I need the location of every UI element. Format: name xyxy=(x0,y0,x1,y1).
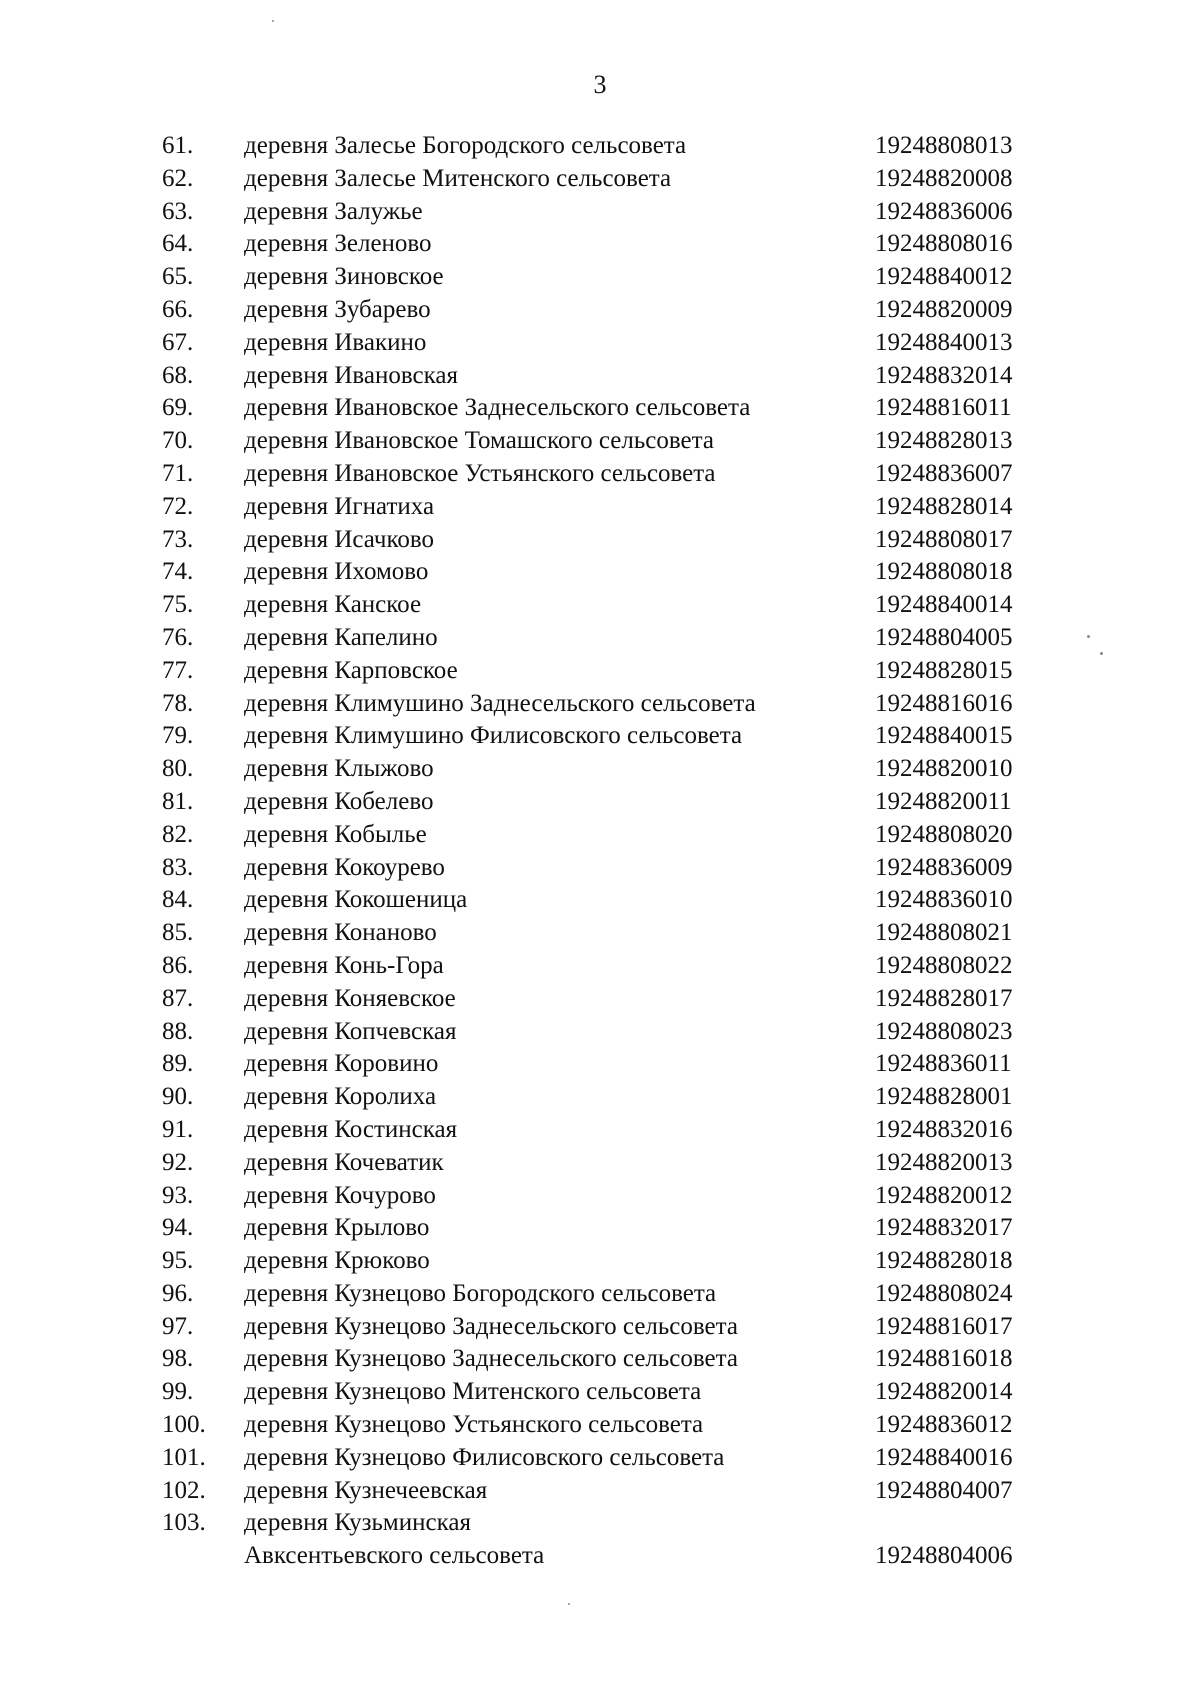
settlement-name-line: деревня Кочурово xyxy=(244,1181,436,1209)
settlement-name-line: деревня Кочеватик xyxy=(244,1148,444,1176)
settlement-name-line: Авксентьевского сельсовета xyxy=(244,1542,545,1570)
settlement-name xyxy=(244,1409,864,1442)
oktmo-code: 19248808020 xyxy=(875,820,1013,848)
settlement-name-line: деревня Зубарево xyxy=(244,295,431,323)
scan-speck xyxy=(1087,635,1090,638)
settlement-name xyxy=(244,1343,864,1376)
row-number: 86. xyxy=(162,951,194,979)
row-number: 83. xyxy=(162,853,194,881)
row-number: 74. xyxy=(162,558,194,586)
list-row xyxy=(0,1507,1200,1573)
oktmo-code: 19248808023 xyxy=(875,1017,1013,1045)
settlement-name-line: деревня Клыжово xyxy=(244,755,434,783)
oktmo-code: 19248820014 xyxy=(875,1378,1013,1406)
settlement-name xyxy=(244,1114,864,1147)
row-number: 94. xyxy=(162,1214,194,1242)
row-number: 97. xyxy=(162,1312,194,1340)
oktmo-code: 19248836009 xyxy=(875,853,1013,881)
list-row xyxy=(0,917,1200,950)
settlement-name xyxy=(244,163,864,196)
list-row xyxy=(0,261,1200,294)
settlement-name xyxy=(244,1048,864,1081)
settlement-name xyxy=(244,1311,864,1344)
settlement-name-line: деревня Ивановское Томашского сельсовета xyxy=(244,427,714,455)
oktmo-code: 19248820010 xyxy=(875,755,1013,783)
row-number: 92. xyxy=(162,1148,194,1176)
row-number: 81. xyxy=(162,787,194,815)
settlement-name-line: деревня Климушино Филисовского сельсовета xyxy=(244,722,743,750)
settlement-name-line: деревня Коровино xyxy=(244,1050,439,1078)
list-row xyxy=(0,819,1200,852)
settlement-name-line: деревня Капелино xyxy=(244,623,438,651)
oktmo-code: 19248836007 xyxy=(875,459,1013,487)
list-row xyxy=(0,458,1200,491)
list-row xyxy=(0,1147,1200,1180)
row-number: 79. xyxy=(162,722,194,750)
list-row xyxy=(0,1442,1200,1475)
settlement-name xyxy=(244,1442,864,1475)
list-row xyxy=(0,425,1200,458)
settlement-name xyxy=(244,425,864,458)
oktmo-code: 19248840012 xyxy=(875,263,1013,291)
scan-speck xyxy=(1100,652,1103,655)
settlement-name-line: деревня Кузнецово Устьянского сельсовета xyxy=(244,1411,704,1439)
settlement-name-line: деревня Конаново xyxy=(244,919,437,947)
settlement-name-line: деревня Кузнечеевская xyxy=(244,1476,488,1504)
list-row xyxy=(0,196,1200,229)
row-number: 95. xyxy=(162,1247,194,1275)
row-number: 72. xyxy=(162,492,194,520)
settlement-name-line: деревня Ивакино xyxy=(244,328,427,356)
oktmo-code: 19248808016 xyxy=(875,230,1013,258)
scan-speck xyxy=(568,1603,570,1605)
row-number: 61. xyxy=(162,132,194,159)
list-row xyxy=(0,589,1200,622)
settlement-name xyxy=(244,524,864,557)
oktmo-code: 19248816017 xyxy=(875,1312,1013,1340)
oktmo-code: 19248804006 xyxy=(875,1542,1013,1570)
settlement-name-line: деревня Конь-Гора xyxy=(244,951,444,979)
settlement-name-line: деревня Коняевское xyxy=(244,984,456,1012)
scan-speck xyxy=(272,20,274,22)
settlement-name xyxy=(244,261,864,294)
settlement-name-line: деревня Канское xyxy=(244,591,422,619)
settlement-name xyxy=(244,1376,864,1409)
row-number: 63. xyxy=(162,197,194,225)
settlement-name xyxy=(244,491,864,524)
settlement-name-line: деревня Игнатиха xyxy=(244,492,435,520)
oktmo-code: 19248828001 xyxy=(875,1083,1013,1111)
row-number: 62. xyxy=(162,164,194,192)
settlement-name xyxy=(244,1475,864,1508)
settlement-name-line: деревня Ивановское Устьянского сельсовета xyxy=(244,459,716,487)
list-row xyxy=(0,327,1200,360)
row-number: 91. xyxy=(162,1115,194,1143)
row-number: 103. xyxy=(162,1509,206,1537)
row-number: 100. xyxy=(162,1411,206,1439)
settlement-name xyxy=(244,852,864,885)
row-number: 80. xyxy=(162,755,194,783)
settlement-name xyxy=(244,130,864,163)
settlement-name-line: деревня Зиновское xyxy=(244,263,444,291)
settlement-name xyxy=(244,753,864,786)
oktmo-code: 19248816018 xyxy=(875,1345,1013,1373)
list-row xyxy=(0,688,1200,721)
oktmo-code: 19248832016 xyxy=(875,1115,1013,1143)
row-number: 65. xyxy=(162,263,194,291)
settlement-name xyxy=(244,1507,864,1573)
oktmo-code: 19248804005 xyxy=(875,623,1013,651)
oktmo-code: 19248804007 xyxy=(875,1476,1013,1504)
settlement-name-line: деревня Крюково xyxy=(244,1247,430,1275)
list-row xyxy=(0,1114,1200,1147)
oktmo-code: 19248828013 xyxy=(875,427,1013,455)
row-number: 84. xyxy=(162,886,194,914)
list-row xyxy=(0,1212,1200,1245)
settlement-name-line: деревня Кокошеница xyxy=(244,886,468,914)
settlement-name xyxy=(244,786,864,819)
list-row xyxy=(0,1245,1200,1278)
settlement-name xyxy=(244,688,864,721)
settlement-name xyxy=(244,196,864,229)
list-row xyxy=(0,130,1200,163)
row-number: 87. xyxy=(162,984,194,1012)
row-number: 98. xyxy=(162,1345,194,1373)
list-row xyxy=(0,1081,1200,1114)
settlement-name xyxy=(244,983,864,1016)
row-number: 90. xyxy=(162,1083,194,1111)
oktmo-code: 19248820011 xyxy=(875,787,1012,815)
list-row xyxy=(0,1409,1200,1442)
list-row xyxy=(0,392,1200,425)
settlement-name xyxy=(244,950,864,983)
row-number: 85. xyxy=(162,919,194,947)
oktmo-code: 19248832014 xyxy=(875,361,1013,389)
settlement-name xyxy=(244,819,864,852)
list-row xyxy=(0,1016,1200,1049)
settlement-name-line: деревня Залесье Митенского сельсовета xyxy=(244,164,672,192)
row-number: 102. xyxy=(162,1476,206,1504)
oktmo-code: 19248820008 xyxy=(875,164,1013,192)
list-row xyxy=(0,1475,1200,1508)
settlement-name-line: деревня Кузнецово Филисовского сельсовета xyxy=(244,1443,725,1471)
list-row xyxy=(0,228,1200,261)
list-row xyxy=(0,524,1200,557)
settlement-name xyxy=(244,622,864,655)
settlement-name xyxy=(244,392,864,425)
settlement-name-line: деревня Костинская xyxy=(244,1115,458,1143)
settlement-name xyxy=(244,1212,864,1245)
list-row xyxy=(0,622,1200,655)
oktmo-code: 19248840016 xyxy=(875,1443,1013,1471)
settlement-name xyxy=(244,294,864,327)
list-row xyxy=(0,852,1200,885)
settlement-name-line: деревня Кузнецово Заднесельского сельсовета xyxy=(244,1345,738,1373)
list-row xyxy=(0,983,1200,1016)
oktmo-code: 19248836010 xyxy=(875,886,1013,914)
oktmo-code: 19248808022 xyxy=(875,951,1013,979)
oktmo-code: 19248808018 xyxy=(875,558,1013,586)
oktmo-code: 19248836012 xyxy=(875,1411,1013,1439)
settlement-name-line: деревня Залужье xyxy=(244,197,423,225)
list-row xyxy=(0,655,1200,688)
settlement-name-line: деревня Исачково xyxy=(244,525,434,553)
row-number: 75. xyxy=(162,591,194,619)
oktmo-code: 19248832017 xyxy=(875,1214,1013,1242)
row-number: 77. xyxy=(162,656,194,684)
settlement-name xyxy=(244,655,864,688)
row-number: 69. xyxy=(162,394,194,422)
settlement-name-line: деревня Кобелево xyxy=(244,787,434,815)
row-number: 99. xyxy=(162,1378,194,1406)
oktmo-code: 19248828018 xyxy=(875,1247,1013,1275)
settlement-name-line: деревня Кузьминская xyxy=(244,1509,471,1537)
settlement-name xyxy=(244,458,864,491)
settlement-name-line: деревня Кузнецово Митенского сельсовета xyxy=(244,1378,702,1406)
oktmo-code: 19248808013 xyxy=(875,132,1013,159)
oktmo-code: 19248816016 xyxy=(875,689,1013,717)
settlement-name-line: деревня Залесье Богородского сельсовета xyxy=(244,132,687,159)
row-number: 76. xyxy=(162,623,194,651)
oktmo-code: 19248840014 xyxy=(875,591,1013,619)
settlement-name xyxy=(244,1147,864,1180)
settlement-name-line: деревня Зеленово xyxy=(244,230,432,258)
list-row xyxy=(0,294,1200,327)
list-row xyxy=(0,1180,1200,1213)
oktmo-code: 19248808024 xyxy=(875,1279,1013,1307)
settlement-name xyxy=(244,360,864,393)
list-row xyxy=(0,1278,1200,1311)
list-row xyxy=(0,556,1200,589)
settlement-name xyxy=(244,327,864,360)
page-number: 3 xyxy=(593,70,607,99)
settlement-name-line: деревня Ихомово xyxy=(244,558,429,586)
list-row xyxy=(0,950,1200,983)
list-row xyxy=(0,786,1200,819)
list-row xyxy=(0,884,1200,917)
settlement-name xyxy=(244,1180,864,1213)
settlement-name xyxy=(244,917,864,950)
row-number: 82. xyxy=(162,820,194,848)
row-number: 96. xyxy=(162,1279,194,1307)
settlement-name xyxy=(244,589,864,622)
settlement-name xyxy=(244,884,864,917)
settlement-name-line: деревня Карповское xyxy=(244,656,458,684)
list-row xyxy=(0,360,1200,393)
row-number: 89. xyxy=(162,1050,194,1078)
row-number: 93. xyxy=(162,1181,194,1209)
row-number: 73. xyxy=(162,525,194,553)
settlement-name-line: деревня Ивановская xyxy=(244,361,458,389)
settlement-name-line: деревня Крылово xyxy=(244,1214,430,1242)
settlement-name-line: деревня Копчевская xyxy=(244,1017,457,1045)
row-number: 67. xyxy=(162,328,194,356)
list-row xyxy=(0,1343,1200,1376)
row-number: 64. xyxy=(162,230,194,258)
row-number: 68. xyxy=(162,361,194,389)
list-row xyxy=(0,1311,1200,1344)
settlement-name xyxy=(244,1081,864,1114)
list-row xyxy=(0,720,1200,753)
list-row xyxy=(0,163,1200,196)
oktmo-code: 19248836011 xyxy=(875,1050,1012,1078)
list-row xyxy=(0,1048,1200,1081)
oktmo-code: 19248828015 xyxy=(875,656,1013,684)
settlement-name-line: деревня Кокоурево xyxy=(244,853,445,881)
oktmo-code: 19248840013 xyxy=(875,328,1013,356)
row-number: 71. xyxy=(162,459,194,487)
settlement-name-line: деревня Климушино Заднесельского сельсовета xyxy=(244,689,756,717)
settlement-name-line: деревня Кобылье xyxy=(244,820,427,848)
settlement-list xyxy=(0,130,1200,1573)
row-number: 78. xyxy=(162,689,194,717)
settlement-name xyxy=(244,1278,864,1311)
row-number: 66. xyxy=(162,295,194,323)
settlement-name-line: деревня Королиха xyxy=(244,1083,437,1111)
oktmo-code: 19248808017 xyxy=(875,525,1013,553)
settlement-name-line: деревня Кузнецово Заднесельского сельсовета xyxy=(244,1312,738,1340)
settlement-name xyxy=(244,720,864,753)
list-row xyxy=(0,1376,1200,1409)
oktmo-code: 19248828017 xyxy=(875,984,1013,1012)
settlement-name-line: деревня Кузнецово Богородского сельсовета xyxy=(244,1279,717,1307)
settlement-name-line: деревня Ивановское Заднесельского сельсовета xyxy=(244,394,751,422)
list-row xyxy=(0,491,1200,524)
settlement-name xyxy=(244,228,864,261)
list-row xyxy=(0,753,1200,786)
settlement-name xyxy=(244,556,864,589)
settlement-name xyxy=(244,1245,864,1278)
oktmo-code: 19248820013 xyxy=(875,1148,1013,1176)
oktmo-code: 19248820009 xyxy=(875,295,1013,323)
settlement-name xyxy=(244,1016,864,1049)
row-number: 70. xyxy=(162,427,194,455)
oktmo-code: 19248836006 xyxy=(875,197,1013,225)
row-number: 101. xyxy=(162,1443,206,1471)
oktmo-code: 19248828014 xyxy=(875,492,1013,520)
row-number: 88. xyxy=(162,1017,194,1045)
oktmo-code: 19248820012 xyxy=(875,1181,1013,1209)
oktmo-code: 19248840015 xyxy=(875,722,1013,750)
oktmo-code: 19248816011 xyxy=(875,394,1012,422)
oktmo-code: 19248808021 xyxy=(875,919,1013,947)
